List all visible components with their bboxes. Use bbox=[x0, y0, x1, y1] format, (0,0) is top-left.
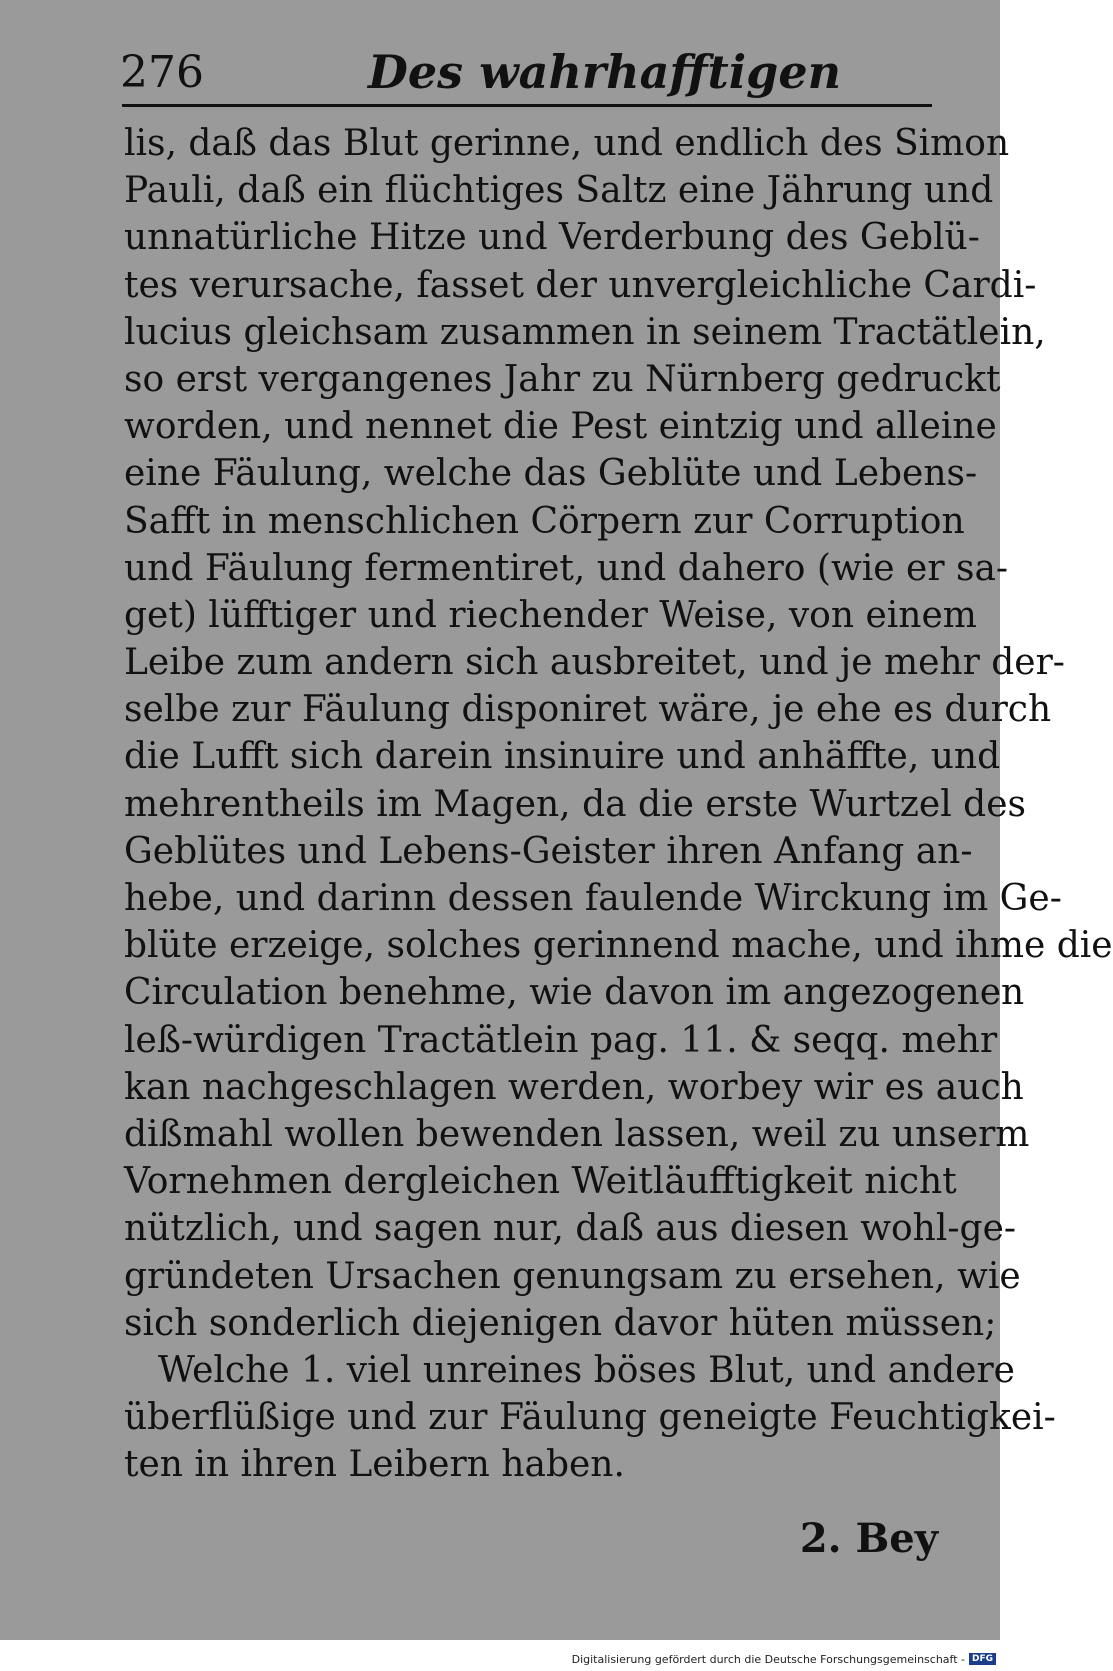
text-line: worden, und nennet die Pest eintzig und alleine bbox=[124, 406, 997, 448]
digitization-credit bbox=[572, 1650, 996, 1668]
text-line: und Fäulung fermentiret, und dahero (wie er sa- bbox=[124, 547, 1009, 589]
text-line: blüte erzeige, solches gerinnend mache, und ihme die bbox=[124, 925, 1113, 967]
running-title: Des wahrhafftigen bbox=[368, 45, 842, 99]
credit-text: Digitalisierung gefördert durch die Deutsche Forschungsgemeinschaft - bbox=[571, 1652, 965, 1666]
text-line: get) lüfftiger und riechender Weise, von einem bbox=[124, 594, 977, 636]
text-line: leß-würdigen Tractätlein pag. 11. & seqq. mehr bbox=[124, 1019, 998, 1061]
text-line: tes verursache, fasset der unvergleichliche Cardi- bbox=[124, 264, 1037, 306]
text-line: Pauli, daß ein flüchtiges Saltz eine Jährung und bbox=[124, 170, 994, 212]
text-line: nützlich, und sagen nur, daß aus diesen wohl-ge- bbox=[124, 1208, 1017, 1250]
page-header bbox=[120, 45, 940, 103]
body-text bbox=[124, 120, 1113, 1488]
text-line: so erst vergangenes Jahr zu Nürnberg gedruckt bbox=[124, 358, 1001, 400]
header-rule bbox=[122, 104, 932, 107]
text-line: Welche 1. viel unreines böses Blut, und andere bbox=[158, 1349, 1015, 1391]
text-line: die Lufft sich darein insinuire und anhäffte, und bbox=[124, 736, 1001, 778]
text-line: dißmahl wollen bewenden lassen, weil zu unserm bbox=[124, 1113, 1030, 1155]
text-line: Leibe zum andern sich ausbreitet, und je mehr der- bbox=[124, 642, 1065, 684]
text-line: gründeten Ursachen genungsam zu ersehen, wie bbox=[124, 1255, 1021, 1297]
catchword: 2. Bey bbox=[799, 1515, 938, 1562]
text-line: eine Fäulung, welche das Geblüte und Lebens- bbox=[124, 453, 978, 495]
text-line: lucius gleichsam zusammen in seinem Tractätlein, bbox=[124, 311, 1046, 353]
dfg-logo: DFG bbox=[969, 1653, 996, 1665]
text-line: Safft in menschlichen Cörpern zur Corruption bbox=[124, 500, 965, 542]
text-line: Circulation benehme, wie davon im angezogenen bbox=[124, 972, 1025, 1014]
text-line: hebe, und darinn dessen faulende Wirckung im Ge- bbox=[124, 878, 1062, 919]
text-line: unnatürliche Hitze und Verderbung des Geblü- bbox=[124, 217, 980, 259]
text-line: selbe zur Fäulung disponiret wäre, je ehe es durch bbox=[124, 689, 1052, 731]
text-line: lis, daß das Blut gerinne, und endlich des Simon bbox=[124, 123, 1010, 164]
text-line: überflüßige und zur Fäulung geneigte Feuchtigkei- bbox=[124, 1397, 1056, 1439]
text-line: mehrentheils im Magen, da die erste Wurtzel des bbox=[124, 783, 1026, 825]
text-line: ten in ihren Leibern haben. bbox=[124, 1444, 625, 1486]
text-line: kan nachgeschlagen werden, worbey wir es auch bbox=[124, 1066, 1024, 1108]
text-line: sich sonderlich diejenigen davor hüten müssen; bbox=[124, 1302, 997, 1344]
text-line: Geblütes und Lebens-Geister ihren Anfang an- bbox=[124, 830, 973, 872]
text-line: Vornehmen dergleichen Weitläufftigkeit nicht bbox=[124, 1161, 957, 1203]
page-number: 276 bbox=[120, 47, 204, 98]
